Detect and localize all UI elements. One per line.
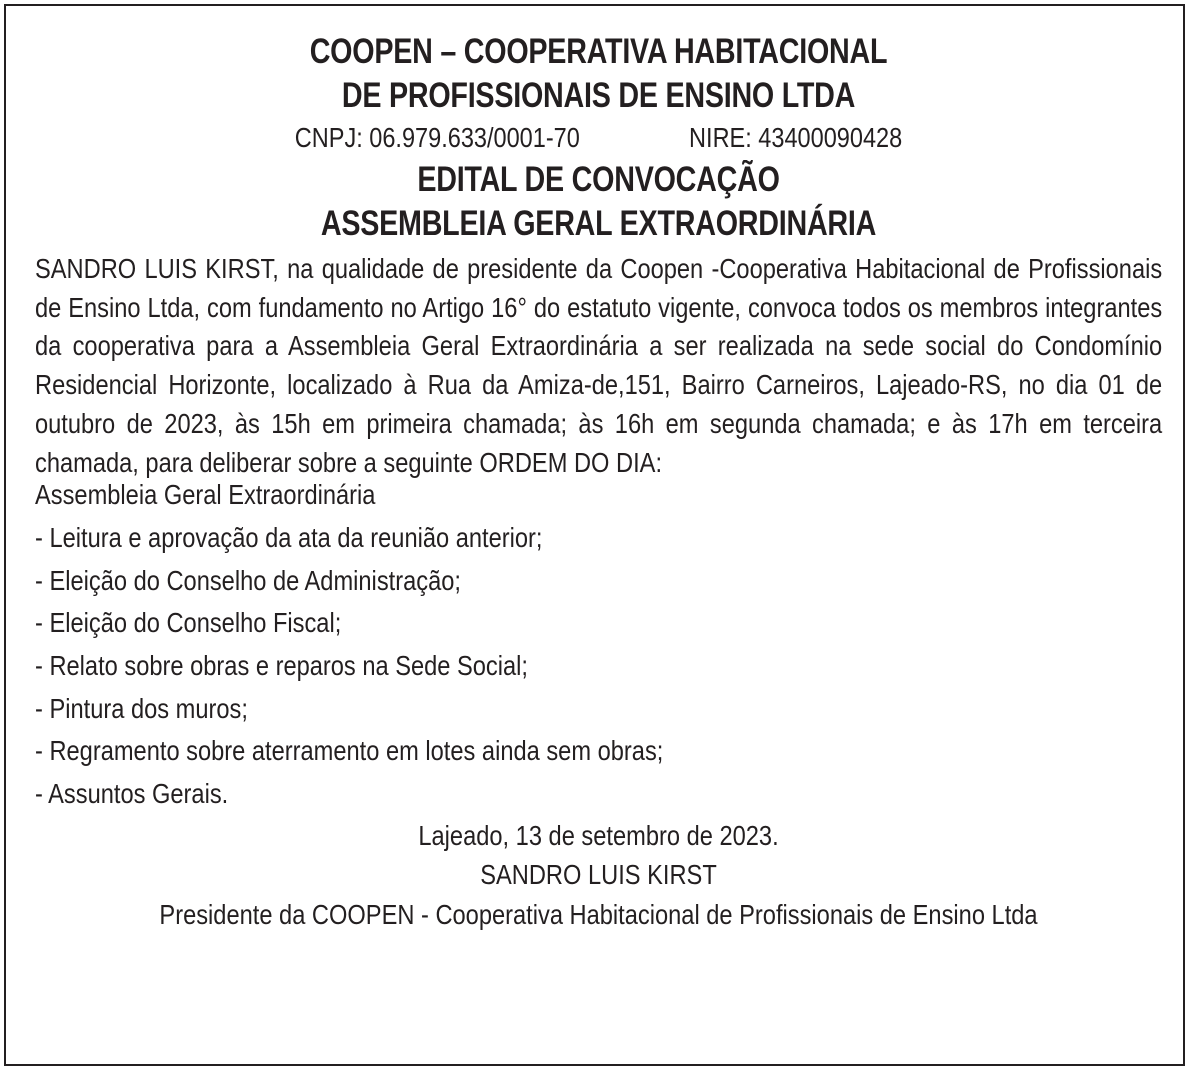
agenda-item: - Eleição do Conselho Fiscal; — [35, 607, 342, 639]
signatory-role: Presidente da COOPEN - Cooperativa Habitacional de Profissionais de Ensino Ltda — [159, 898, 1038, 930]
notice-content — [35, 30, 1162, 934]
convocation-paragraph-block — [35, 250, 1162, 482]
agenda-item: - Assuntos Gerais. — [35, 778, 229, 810]
assembly-title: ASSEMBLEIA GERAL EXTRAORDINÁRIA — [320, 204, 877, 243]
cnpj: CNPJ: 06.979.633/0001-70 — [294, 122, 580, 153]
nire: NIRE: 43400090428 — [689, 122, 903, 153]
agenda-heading: Assembleia Geral Extraordinária — [35, 479, 376, 511]
agenda-item: - Eleição do Conselho de Administração; — [35, 564, 461, 596]
agenda-item: - Leitura e aprovação da ata da reunião anterior; — [35, 521, 543, 553]
notice-title: EDITAL DE CONVOCAÇÃO — [417, 160, 780, 199]
agenda — [35, 474, 1004, 816]
agenda-item: - Pintura dos muros; — [35, 692, 248, 724]
registration-ids — [125, 118, 1072, 158]
agenda-item: - Regramento sobre aterramento em lotes ainda sem obras; — [35, 735, 664, 767]
notice-frame — [4, 4, 1185, 1066]
cooperative-name-line1: COOPEN – COOPERATIVA HABITACIONAL — [309, 32, 888, 71]
place-date: Lajeado, 13 de setembro de 2023. — [418, 819, 779, 851]
signatory-name: SANDRO LUIS KIRST — [480, 859, 717, 891]
convocation-paragraph: SANDRO LUIS KIRST, na qualidade de presidente da Coopen -Cooperativa Habitacional de Profissionais de Ensino Ltda, com fundamento no Artigo 16° do estatuto vigente, convoca todos os membros integrantes da cooperativa para a Assembleia Geral Extraordinária a ser realizada na sede social do Condomínio Residencial Horizonte, localizado à Rua da Amiza-de,151, Bairro Carneiros, Lajeado-RS, no dia 01 de outubro de 2023, às 15h em primeira chamada; às 16h em segunda chamada; e às 17h em terceira chamada, para deliberar sobre a seguinte ORDEM DO DIA: — [35, 253, 1163, 478]
agenda-item: - Relato sobre obras e reparos na Sede Social; — [35, 650, 528, 682]
cooperative-name-line2: DE PROFISSIONAIS DE ENSINO LTDA — [341, 76, 856, 115]
